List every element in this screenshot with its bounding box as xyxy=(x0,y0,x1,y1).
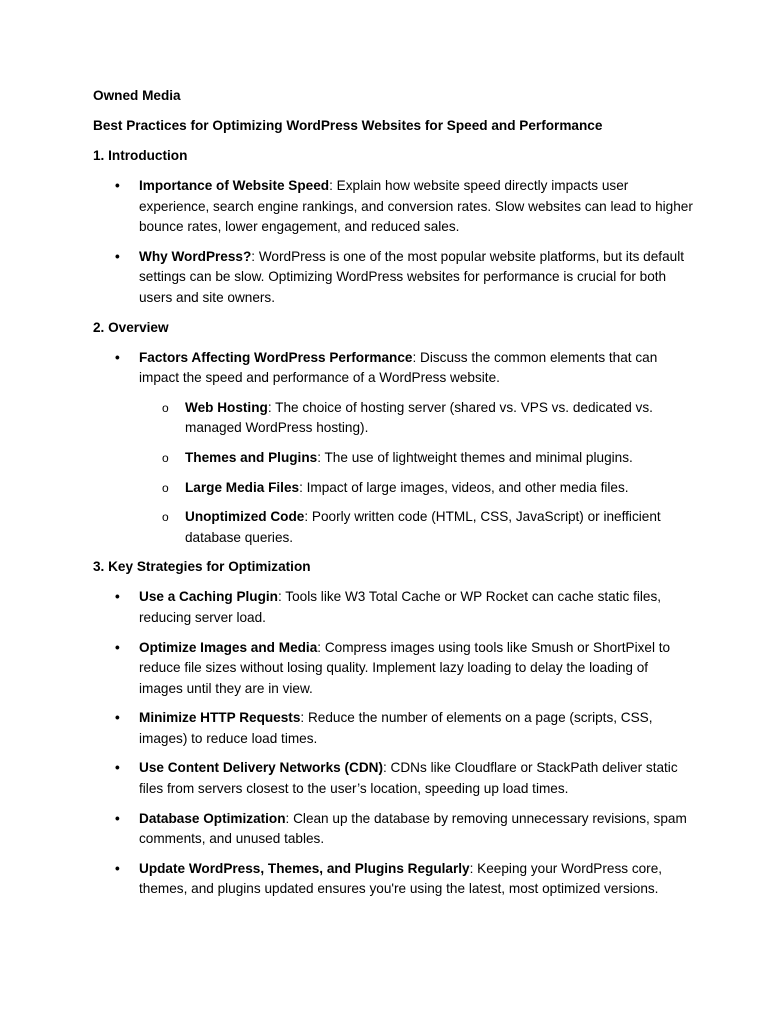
list-item-term: Why WordPress? xyxy=(139,248,252,264)
bullet-icon: • xyxy=(115,710,120,726)
doc-subtitle: Best Practices for Optimizing WordPress Websites for Speed and Performance xyxy=(93,118,603,133)
list-item-term: Database Optimization xyxy=(139,810,286,826)
sub-bullet-icon: o xyxy=(162,400,169,415)
sub-bullet-icon: o xyxy=(162,450,169,465)
list-item xyxy=(93,809,693,850)
list-item-term: Factors Affecting WordPress Performance xyxy=(139,349,413,365)
sub-list-item xyxy=(93,478,693,499)
sub-bullet-icon: o xyxy=(162,510,169,525)
list-item-term: Minimize HTTP Requests xyxy=(139,710,301,726)
list-item-text: : Compress images using tools like Smush or ShortPixel to reduce file sizes without losing quality. Implement lazy loading to delay the loading of images until they are in view. xyxy=(139,639,671,696)
sub-list-item xyxy=(93,398,693,439)
list-item-term: Optimize Images and Media xyxy=(139,639,318,655)
bullet-icon: • xyxy=(115,178,120,193)
list-item-text: : CDNs like Cloudflare or StackPath deliver static files from servers closest to the user’s location, speeding up load times. xyxy=(139,760,678,797)
list-item-text: : WordPress is one of the most popular website platforms, but its default settings can be slow. Optimizing WordPress websites for performance is crucial for both users and site owners. xyxy=(139,248,684,305)
sub-list-item-term: Web Hosting xyxy=(185,399,268,415)
sub-list-item-term: Themes and Plugins xyxy=(185,449,318,465)
list-item-term: Update WordPress, Themes, and Plugins Regularly xyxy=(139,860,470,876)
section-heading-key-strategies: 3. Key Strategies for Optimization xyxy=(93,559,311,575)
sub-list-item-text: : The choice of hosting server (shared vs. VPS vs. dedicated vs. managed WordPress hosting). xyxy=(185,399,653,436)
list-item-text: : Keeping your WordPress core, themes, and plugins updated ensures you're using the latest, most optimized versions. xyxy=(139,860,663,897)
sub-list-item-text: : Impact of large images, videos, and other media files. xyxy=(299,479,629,495)
sub-list-item-text: : Poorly written code (HTML, CSS, JavaScript) or inefficient database queries. xyxy=(185,509,661,545)
bullet-icon: • xyxy=(115,248,120,264)
list-item xyxy=(93,708,693,749)
list-item xyxy=(93,638,693,700)
sub-list-item-term: Unoptimized Code xyxy=(185,509,305,525)
doc-title: Owned Media xyxy=(93,88,181,103)
list-item-text: : Explain how website speed directly impacts user experience, search engine rankings, and conversion rates. Slow websites can lead to higher bounce rates, lower engagement, and reduced sales. xyxy=(139,178,693,235)
bullet-icon: • xyxy=(115,760,120,776)
list-item-term: Importance of Website Speed xyxy=(139,178,330,193)
section-heading-overview: 2. Overview xyxy=(93,319,169,335)
sub-list-item-term: Large Media Files xyxy=(185,479,300,495)
list-item xyxy=(93,176,693,238)
list-item-text: : Discuss the common elements that can impact the speed and performance of a WordPress website. xyxy=(139,349,658,386)
list-item xyxy=(93,247,693,309)
sub-bullet-icon: o xyxy=(162,480,169,495)
sub-list-item xyxy=(93,507,693,548)
list-item xyxy=(93,587,693,628)
bullet-icon: • xyxy=(115,810,120,826)
document-body xyxy=(93,86,693,909)
bullet-icon: • xyxy=(115,860,120,876)
sub-list-item xyxy=(93,448,693,469)
list-item-text: : Reduce the number of elements on a page (scripts, CSS, images) to reduce load times. xyxy=(139,710,653,746)
list-item xyxy=(93,859,693,900)
bullet-icon: • xyxy=(115,639,120,655)
list-item-term: Use a Caching Plugin xyxy=(139,589,278,605)
bullet-icon: • xyxy=(115,349,120,365)
list-item-text: : Tools like W3 Total Cache or WP Rocket can cache static files, reducing server load. xyxy=(139,589,662,625)
sub-list-item-text: : The use of lightweight themes and minimal plugins. xyxy=(317,449,633,465)
section-heading-introduction: 1. Introduction xyxy=(93,148,188,163)
bullet-icon: • xyxy=(115,589,120,605)
list-item xyxy=(93,348,693,389)
list-item xyxy=(93,758,693,799)
list-item-text: : Clean up the database by removing unnecessary revisions, spam comments, and unused tables. xyxy=(139,810,687,847)
list-item-term: Use Content Delivery Networks (CDN) xyxy=(139,760,383,776)
